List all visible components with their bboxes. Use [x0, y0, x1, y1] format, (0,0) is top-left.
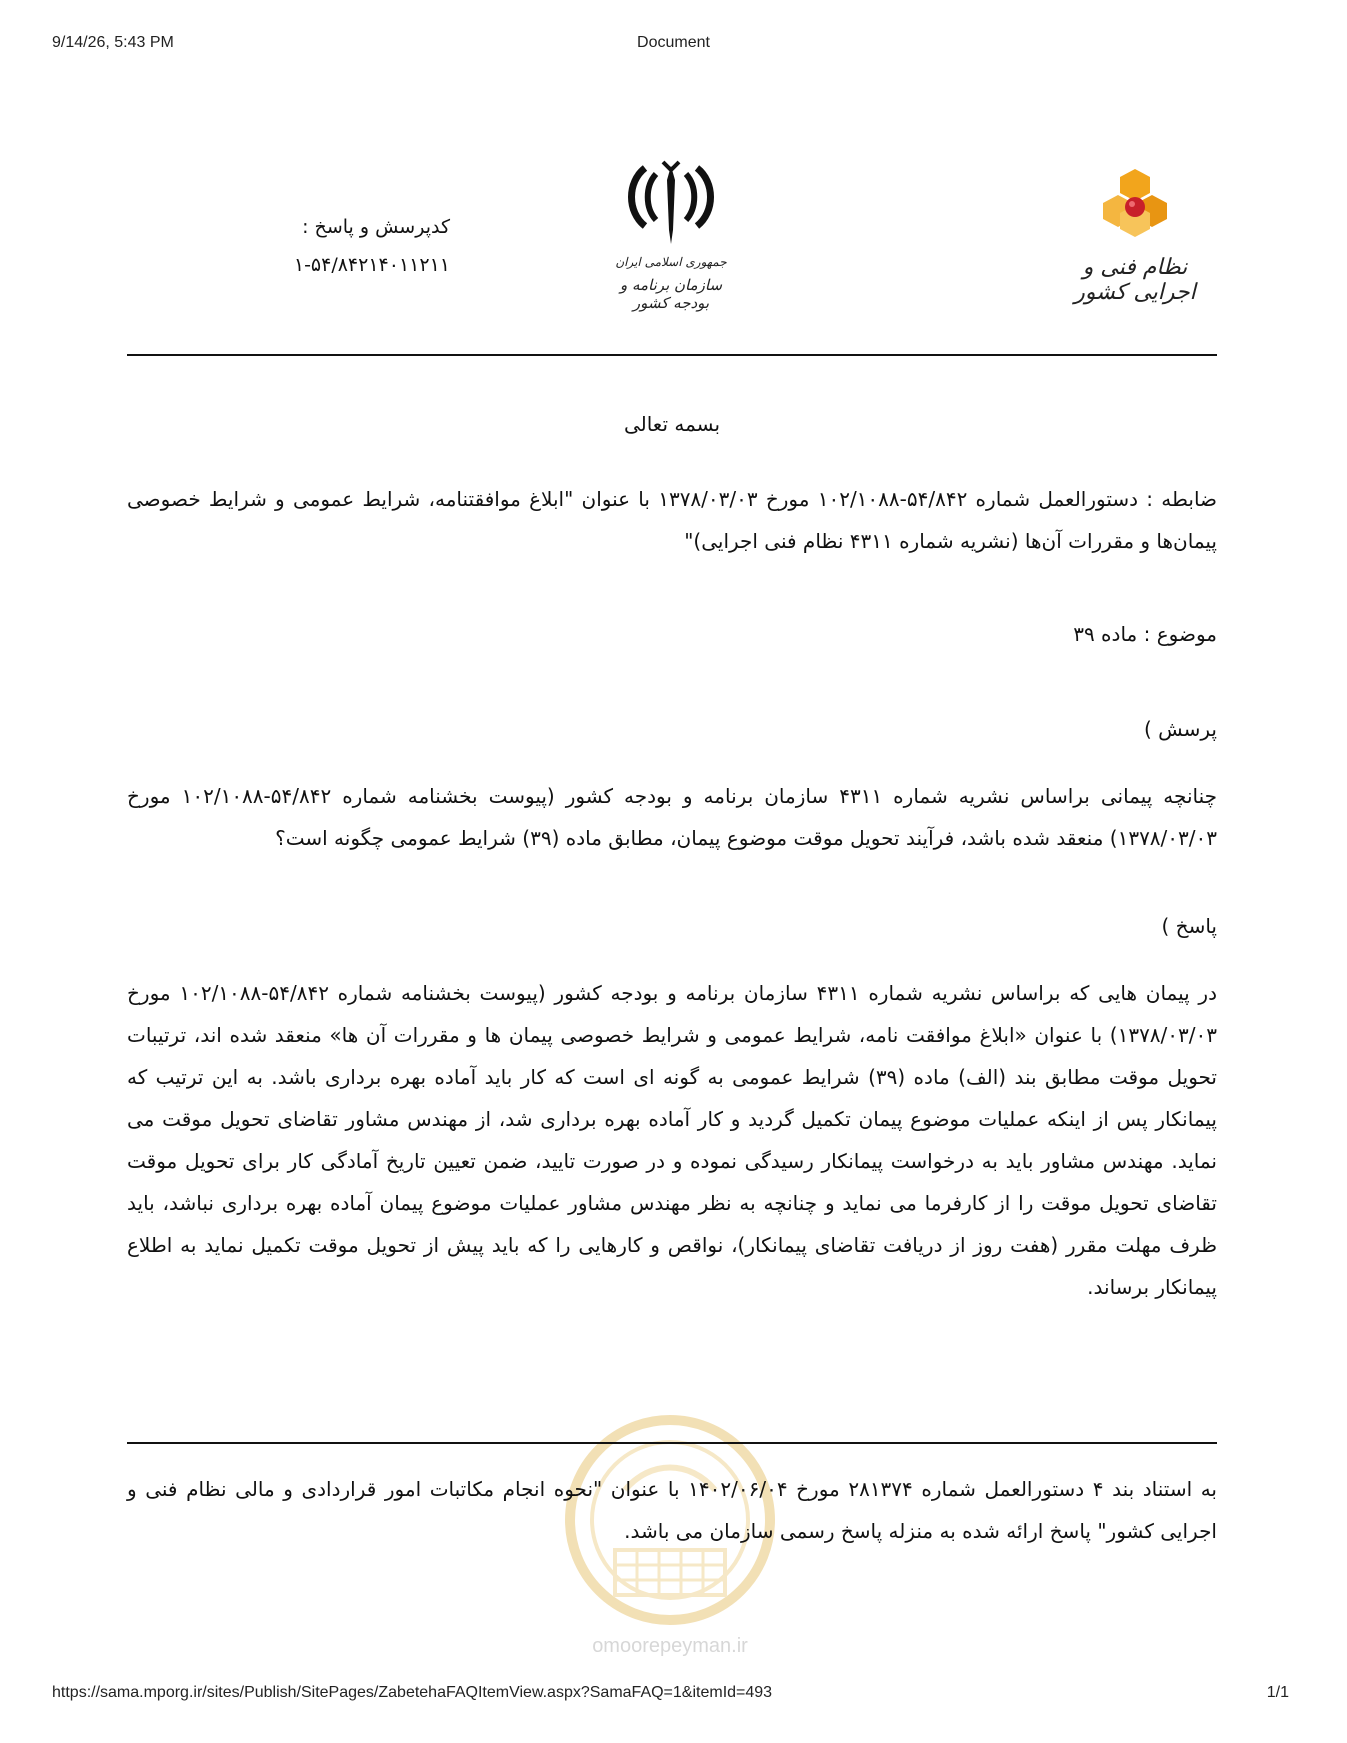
brand-name: نظام فنی و اجرایی کشور: [1074, 255, 1196, 305]
hexagon-cube-icon: [1090, 165, 1180, 245]
faq-code-label: کدپرسش و پاسخ :: [302, 216, 450, 238]
print-header: [0, 34, 1347, 58]
emblem-line-2: سازمان برنامه و بودجه کشور: [619, 276, 723, 312]
official-response-note: به استناد بند ۴ دستورالعمل شماره ۲۸۱۳۷۴ مورخ ۱۴۰۲/۰۶/۰۴ با عنوان "نحوه انجام مکاتبات امور قراردادی و مالی نظام فنی و اجرایی کشور" پاسخ ارائه شده به منزله پاسخ رسمی سازمان می باشد.: [127, 1477, 1217, 1543]
faq-code-value: ۱-۵۴/۸۴۲۱۴۰۱۱۲۱۱: [293, 254, 450, 276]
answer-heading: پاسخ ): [1161, 914, 1217, 938]
page-number: 1/1: [1266, 1684, 1289, 1701]
print-footer: [0, 1684, 1347, 1708]
answer-text: در پیمان هایی که براساس نشریه شماره ۴۳۱۱ سازمان برنامه و بودجه کشور (پیوست بخشنامه شماره ۵۴/۸۴۲-۱۰۲/۱۰۸۸ مورخ ۱۳۷۸/۰۳/۰۳) با عنوان «ابلاغ موافقت نامه، شرایط عمومی و شرایط خصوصی پیمان ها و مقررات آن ها» منعقد شده اند، ترتیبات تحویل موقت مطابق بند (الف) ماده (۳۹) شرایط عمومی به گونه ای است که کار باید آماده بهره برداری باشد. به این ترتیب که پیمانکار پس از اینکه عملیات موضوع پیمان تکمیل گردید و کار آماده بهره برداری شد، از مهندس مشاور تقاضای تحویل موقت می نماید. مهندس مشاور باید به درخواست پیمانکار رسیدگی نموده و در صورت تایید، ضمن تعیین تاریخ آمادگی کار برای تحویل موقت تقاضای تحویل موقت را از کارفرما می نماید و چنانچه به نظر مهندس مشاور عملیات موضوع پیمان آماده بهره برداری نباشد، باید ظرف مهلت مقرر (هفت روز از دریافت تقاضای پیمانکار)، نواقص و کارهایی را که باید پیش از تحویل موقت تکمیل نماید به اطلاع پیمانکار برساند.: [127, 981, 1218, 1299]
iran-emblem-logo: [606, 160, 736, 310]
faq-code-block: [250, 208, 450, 284]
basmala: بسمه تعالی: [623, 412, 721, 436]
header-divider: [127, 354, 1217, 356]
print-title: Document: [637, 34, 710, 51]
watermark-text: omoorepeyman.ir: [592, 1635, 748, 1657]
question-text: چنانچه پیمانی براساس نشریه شماره ۴۳۱۱ سازمان برنامه و بودجه کشور (پیوست بخشنامه شماره ۵۴/۸۴۲-۱۰۲/۱۰۸۸ مورخ ۱۳۷۸/۰۳/۰۳) منعقد شده باشد، فرآیند تحویل موقت موضوع پیمان، مطابق ماده (۳۹) شرایط عمومی چگونه است؟: [127, 784, 1218, 850]
print-date: 9/14/26, 5:43 PM: [52, 34, 174, 51]
footer-divider: [127, 1442, 1217, 1444]
regulation-reference: ضابطه : دستورالعمل شماره ۵۴/۸۴۲-۱۰۲/۱۰۸۸ مورخ ۱۳۷۸/۰۳/۰۳ با عنوان "ابلاغ موافقتنامه، شرایط عمومی و شرایط خصوصی پیمان‌ها و مقررات آن‌ها (نشریه شماره ۴۳۱۱ نظام فنی اجرایی)": [127, 487, 1218, 553]
subject-line: موضوع : ماده ۳۹: [1073, 622, 1217, 646]
emblem-line-1: جمهوری اسلامی ایران: [615, 255, 727, 269]
question-heading: پرسش ): [1143, 717, 1217, 741]
page-url: https://sama.mporg.ir/sites/Publish/SitePages/ZabetehaFAQItemView.aspx?SamaFAQ=1&itemId=493: [52, 1684, 773, 1701]
nezam-fani-logo: [1060, 165, 1210, 305]
emblem-icon: [623, 160, 719, 250]
